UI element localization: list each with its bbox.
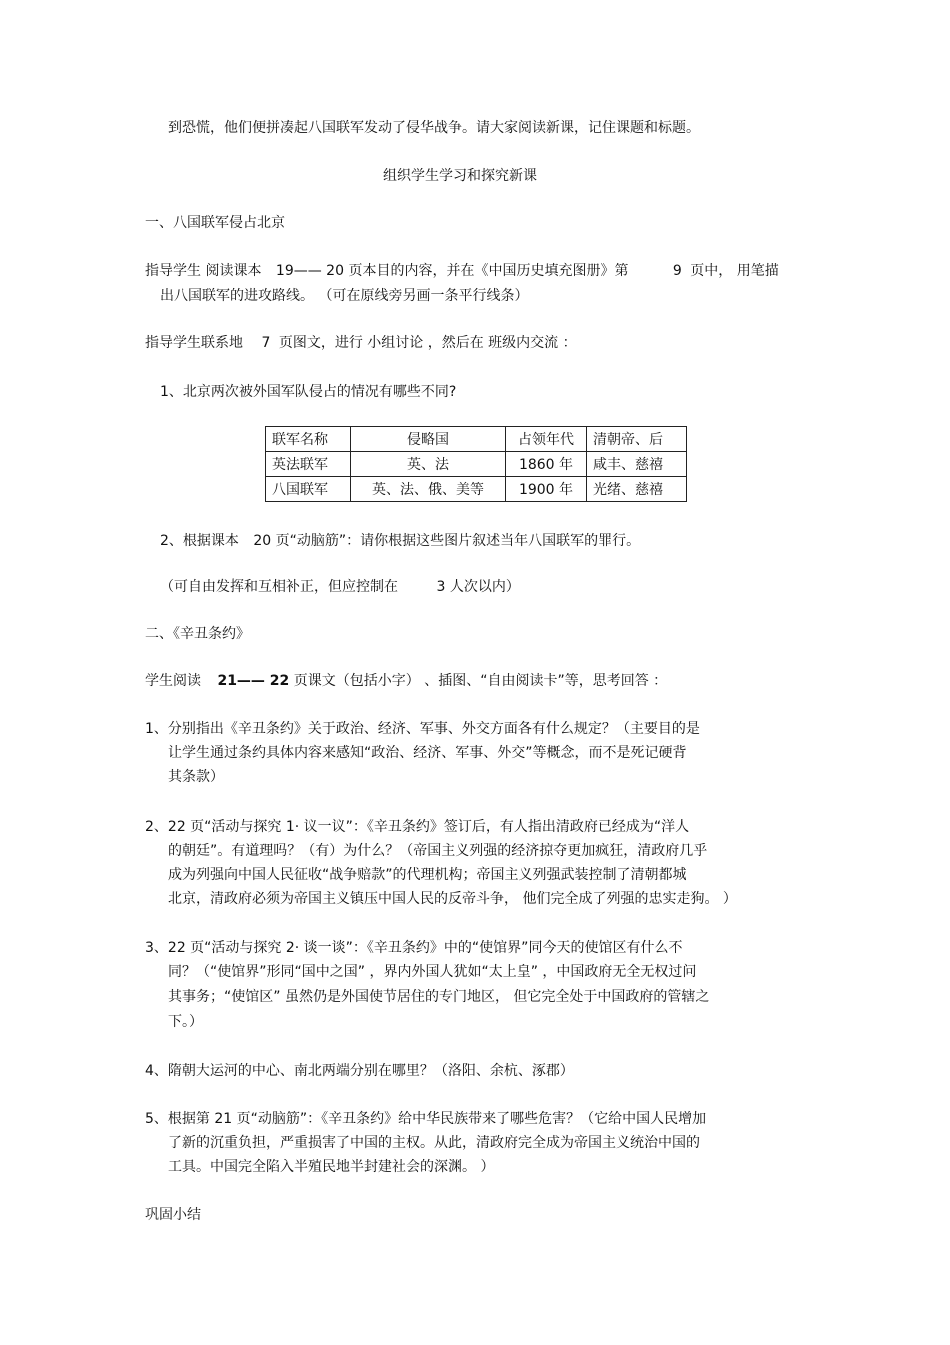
table-header-cell: 清朝帝、后 xyxy=(587,427,687,452)
instruction-text: 学生阅读 xyxy=(145,673,201,689)
item-3-line: 下。） xyxy=(168,1014,203,1030)
guide-reading-line xyxy=(145,262,779,280)
item-3-line: 3、22 页“活动与探究 2· 谈一谈”：《辛丑条约》中的“使馆界”同今天的使馆区有什么不 xyxy=(145,940,683,956)
table-header-cell: 占领年代 xyxy=(506,427,587,452)
section-title: 组织学生学习和探究新课 xyxy=(383,168,537,184)
table-header-cell: 联军名称 xyxy=(266,427,351,452)
table-row xyxy=(266,452,687,477)
note-text: 人次以内） xyxy=(449,579,520,595)
note-number: 3 xyxy=(436,579,446,595)
item-5-line: 了新的沉重负担，严重损害了中国的主权。从此，清政府完全成为帝国主义统治中国的 xyxy=(168,1135,700,1151)
part2-heading: 二、《辛丑条约》 xyxy=(145,626,250,642)
guide-text: 页图文，进行 小组讨论 ，然后在 班级内交流 ： xyxy=(278,335,577,351)
page-range: 21—— 22 xyxy=(217,673,290,689)
item-2-line: 成为列强向中国人民征收“战争赔款”的代理机构；帝国主义列强武装控制了清朝都城 xyxy=(168,867,687,883)
table-row xyxy=(266,477,687,502)
guide-text: 页中， 用笔描 xyxy=(690,263,779,279)
table-header-row xyxy=(266,427,687,452)
question-text: 2、根据课本 xyxy=(160,533,239,549)
table-cell: 1860 年 xyxy=(506,452,587,477)
question-1: 1、北京两次被外国军队侵占的情况有哪些不同? xyxy=(160,384,457,400)
invasion-comparison-table xyxy=(265,426,687,502)
page-range: 19—— 20 xyxy=(275,263,344,279)
guide-discussion-line xyxy=(145,334,577,352)
item-3-line: 其事务；“使馆区” 虽然仍是外国使节居住的专门地区， 但它完全处于中国政府的管辖之 xyxy=(168,989,710,1005)
intro-paragraph: 到恐慌，他们便拼凑起八国联军发动了侵华战争。请大家阅读新课，记住课题和标题。 xyxy=(168,120,700,136)
table-cell: 英、法 xyxy=(351,452,506,477)
table-header-cell: 侵略国 xyxy=(351,427,506,452)
page-number: 20 xyxy=(253,533,272,549)
item-4-line: 4、隋朝大运河的中心、南北两端分别在哪里？（洛阳、余杭、涿郡） xyxy=(145,1063,574,1079)
item-2-line: 2、22 页“活动与探究 1· 议一议”：《辛丑条约》签订后，有人指出清政府已经成为“洋人 xyxy=(145,819,690,835)
teacher-note xyxy=(160,578,520,596)
page-number: 9 xyxy=(672,263,682,279)
item-1-line: 其条款） xyxy=(168,769,224,785)
item-2-line: 北京，清政府必须为帝国主义镇压中国人民的反帝斗争， 他们完全成了列强的忠实走狗。 ） xyxy=(168,891,737,907)
table-cell: 英法联军 xyxy=(266,452,351,477)
question-text: 页“动脑筋”：请你根据这些图片叙述当年八国联军的罪行。 xyxy=(275,533,641,549)
item-1-line: 让学生通过条约具体内容来感知“政治、经济、军事、外交”等概念，而不是死记硬背 xyxy=(168,745,687,761)
table-cell: 英、法、俄、美等 xyxy=(351,477,506,502)
question-2 xyxy=(160,532,640,550)
item-1-line: 1、分别指出《辛丑条约》关于政治、经济、军事、外交方面各有什么规定？（主要目的是 xyxy=(145,721,700,737)
note-text: （可自由发挥和互相补正，但应控制在 xyxy=(160,579,398,595)
reading-instruction xyxy=(145,672,667,690)
summary-heading: 巩固小结 xyxy=(145,1207,201,1223)
table-cell: 光绪、慈禧 xyxy=(587,477,687,502)
instruction-text: 页课文（包括小字） 、插图、“自由阅读卡”等，思考回答 ： xyxy=(293,673,668,689)
table-cell: 咸丰、慈禧 xyxy=(587,452,687,477)
table-cell: 1900 年 xyxy=(506,477,587,502)
page-number: 7 xyxy=(261,335,271,351)
item-5-line: 工具。中国完全陷入半殖民地半封建社会的深渊。 ） xyxy=(168,1159,495,1175)
part1-heading: 一、八国联军侵占北京 xyxy=(145,215,285,231)
guide-reading-continuation: 出八国联军的进攻路线。 （可在原线旁另画一条平行线条） xyxy=(160,288,529,304)
guide-text: 指导学生联系地 xyxy=(145,335,243,351)
item-3-line: 同？（“使馆界”形同“国中之国” ，界内外国人犹如“太上皇” ，中国政府无全无权过问 xyxy=(168,964,697,980)
guide-text: 页本目的内容，并在《中国历史填充图册》第 xyxy=(348,263,629,279)
table-cell: 八国联军 xyxy=(266,477,351,502)
item-2-line: 的朝廷”。有道理吗？（有）为什么？（帝国主义列强的经济掠夺更加疯狂，清政府几乎 xyxy=(168,843,708,859)
item-5-line: 5、根据第 21 页“动脑筋”：《辛丑条约》给中华民族带来了哪些危害？（它给中国人民增加 xyxy=(145,1111,707,1127)
guide-text: 指导学生 阅读课本 xyxy=(145,263,262,279)
